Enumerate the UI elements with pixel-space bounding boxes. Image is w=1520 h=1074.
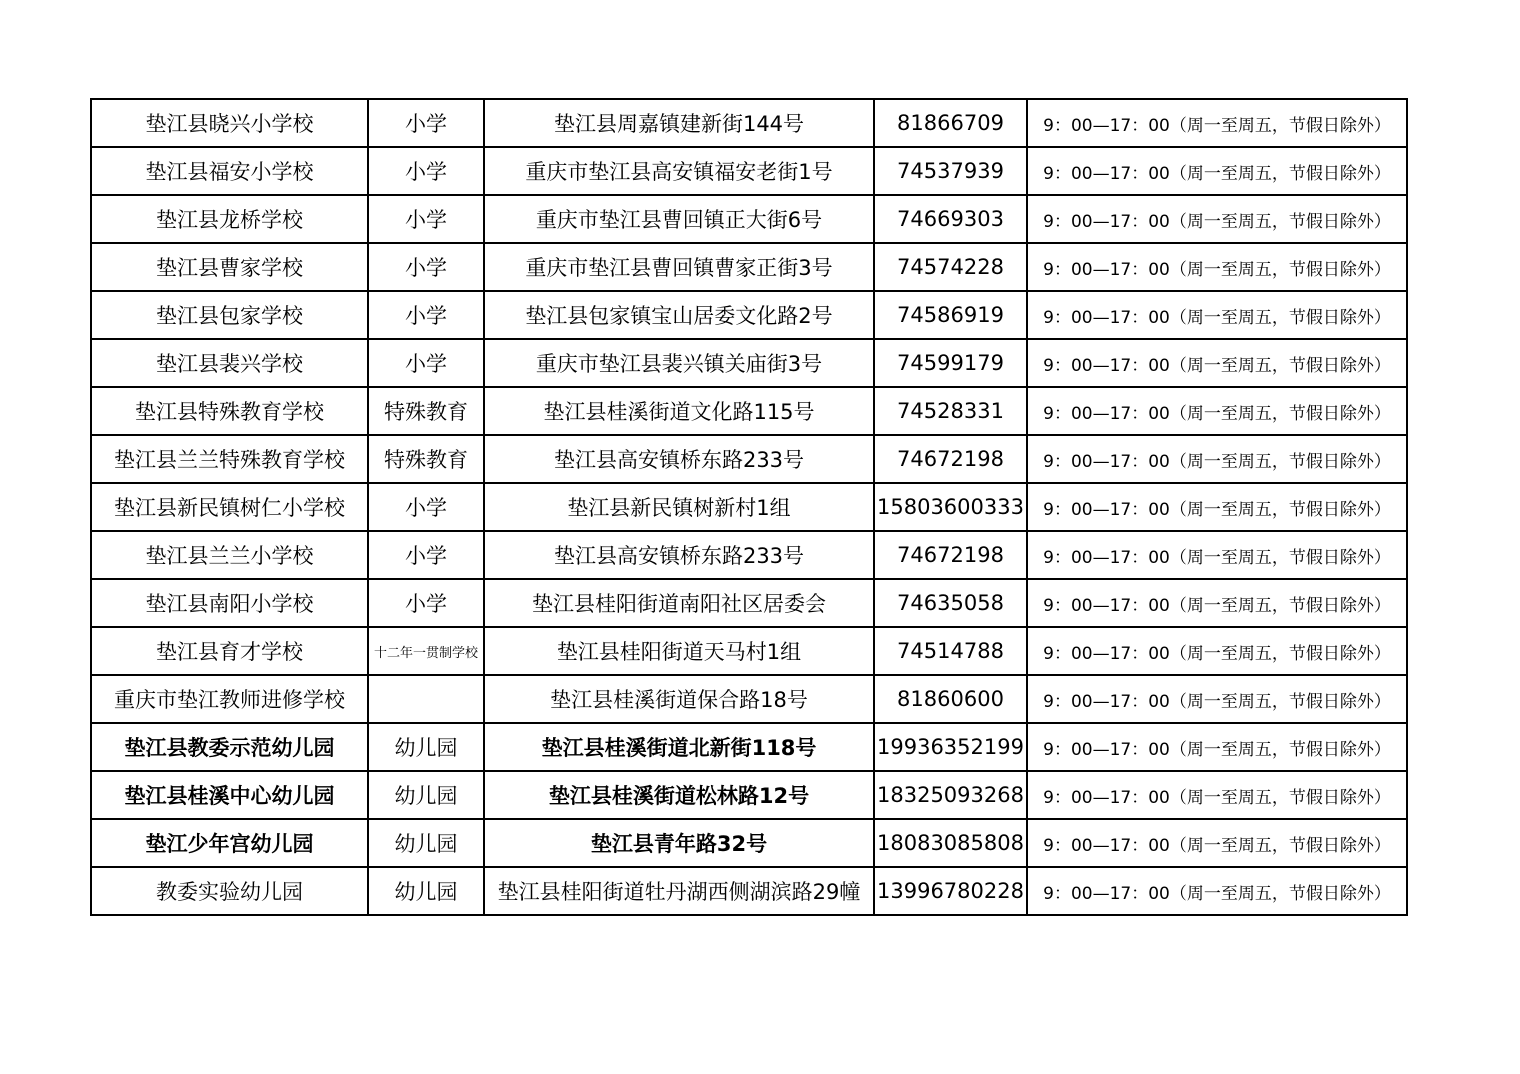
office-hours-cell: 9：00—17：00（周一至周五，节假日除外） [1027,867,1407,915]
table-row [91,723,1407,771]
school-name-cell: 垫江县兰兰小学校 [91,531,368,579]
school-name-cell: 垫江县桂溪中心幼儿园 [91,771,368,819]
phone-cell: 74672198 [874,435,1027,483]
school-type-cell: 小学 [368,291,484,339]
school-name-cell: 垫江县晓兴小学校 [91,99,368,147]
address-cell: 垫江县高安镇桥东路233号 [484,435,874,483]
office-hours-cell: 9：00—17：00（周一至周五，节假日除外） [1027,387,1407,435]
phone-cell: 74635058 [874,579,1027,627]
school-type-cell: 幼儿园 [368,867,484,915]
table-row [91,291,1407,339]
school-type-cell: 小学 [368,195,484,243]
school-name-cell: 教委实验幼儿园 [91,867,368,915]
address-cell: 垫江县桂阳街道天马村1组 [484,627,874,675]
school-type-cell: 幼儿园 [368,819,484,867]
school-name-cell: 垫江县育才学校 [91,627,368,675]
office-hours-cell: 9：00—17：00（周一至周五，节假日除外） [1027,339,1407,387]
school-name-cell: 垫江县裴兴学校 [91,339,368,387]
address-cell: 垫江县桂溪街道保合路18号 [484,675,874,723]
office-hours-cell: 9：00—17：00（周一至周五，节假日除外） [1027,483,1407,531]
school-type-cell: 幼儿园 [368,723,484,771]
table-row [91,243,1407,291]
table-row [91,627,1407,675]
phone-cell: 13996780228 [874,867,1027,915]
address-cell: 重庆市垫江县高安镇福安老街1号 [484,147,874,195]
address-cell: 垫江县周嘉镇建新街144号 [484,99,874,147]
school-type-cell: 小学 [368,579,484,627]
office-hours-cell: 9：00—17：00（周一至周五，节假日除外） [1027,579,1407,627]
address-cell: 重庆市垫江县裴兴镇关庙街3号 [484,339,874,387]
school-type-cell: 小学 [368,147,484,195]
phone-cell: 74669303 [874,195,1027,243]
table-row [91,771,1407,819]
table-row [91,147,1407,195]
table-row [91,387,1407,435]
table-row [91,867,1407,915]
school-name-cell: 垫江县兰兰特殊教育学校 [91,435,368,483]
office-hours-cell: 9：00—17：00（周一至周五，节假日除外） [1027,435,1407,483]
school-type-cell: 小学 [368,531,484,579]
school-contact-table [90,98,1408,916]
school-name-cell: 垫江县曹家学校 [91,243,368,291]
address-cell: 垫江县桂溪街道松林路12号 [484,771,874,819]
school-type-cell: 特殊教育 [368,435,484,483]
office-hours-cell: 9：00—17：00（周一至周五，节假日除外） [1027,675,1407,723]
address-cell: 重庆市垫江县曹回镇正大街6号 [484,195,874,243]
table-body [91,99,1407,915]
office-hours-cell: 9：00—17：00（周一至周五，节假日除外） [1027,819,1407,867]
school-name-cell: 垫江少年宫幼儿园 [91,819,368,867]
school-type-cell: 幼儿园 [368,771,484,819]
office-hours-cell: 9：00—17：00（周一至周五，节假日除外） [1027,147,1407,195]
phone-cell: 74599179 [874,339,1027,387]
table-row [91,579,1407,627]
phone-cell: 74672198 [874,531,1027,579]
table-row [91,195,1407,243]
phone-cell: 81860600 [874,675,1027,723]
phone-cell: 74514788 [874,627,1027,675]
table-row [91,819,1407,867]
address-cell: 垫江县青年路32号 [484,819,874,867]
table-row [91,99,1407,147]
phone-cell: 15803600333 [874,483,1027,531]
table-row [91,339,1407,387]
school-type-cell: 小学 [368,339,484,387]
office-hours-cell: 9：00—17：00（周一至周五，节假日除外） [1027,531,1407,579]
address-cell: 垫江县桂溪街道北新街118号 [484,723,874,771]
phone-cell: 19936352199 [874,723,1027,771]
address-cell: 垫江县桂溪街道文化路115号 [484,387,874,435]
phone-cell: 18083085808 [874,819,1027,867]
office-hours-cell: 9：00—17：00（周一至周五，节假日除外） [1027,195,1407,243]
phone-cell: 18325093268 [874,771,1027,819]
office-hours-cell: 9：00—17：00（周一至周五，节假日除外） [1027,243,1407,291]
school-type-cell: 小学 [368,483,484,531]
table-row [91,675,1407,723]
office-hours-cell: 9：00—17：00（周一至周五，节假日除外） [1027,723,1407,771]
school-name-cell: 垫江县特殊教育学校 [91,387,368,435]
school-name-cell: 垫江县包家学校 [91,291,368,339]
office-hours-cell: 9：00—17：00（周一至周五，节假日除外） [1027,291,1407,339]
office-hours-cell: 9：00—17：00（周一至周五，节假日除外） [1027,99,1407,147]
address-cell: 重庆市垫江县曹回镇曹家正街3号 [484,243,874,291]
table-row [91,531,1407,579]
school-name-cell: 垫江县教委示范幼儿园 [91,723,368,771]
table-row [91,435,1407,483]
address-cell: 垫江县桂阳街道南阳社区居委会 [484,579,874,627]
phone-cell: 74574228 [874,243,1027,291]
school-type-cell: 特殊教育 [368,387,484,435]
phone-cell: 81866709 [874,99,1027,147]
address-cell: 垫江县新民镇树新村1组 [484,483,874,531]
school-type-cell: 小学 [368,243,484,291]
table-row [91,483,1407,531]
office-hours-cell: 9：00—17：00（周一至周五，节假日除外） [1027,627,1407,675]
phone-cell: 74586919 [874,291,1027,339]
school-type-cell: 十二年一贯制学校 [368,627,484,675]
phone-cell: 74537939 [874,147,1027,195]
address-cell: 垫江县包家镇宝山居委文化路2号 [484,291,874,339]
school-type-cell [368,675,484,723]
address-cell: 垫江县高安镇桥东路233号 [484,531,874,579]
office-hours-cell: 9：00—17：00（周一至周五，节假日除外） [1027,771,1407,819]
school-name-cell: 垫江县新民镇树仁小学校 [91,483,368,531]
school-name-cell: 垫江县龙桥学校 [91,195,368,243]
school-type-cell: 小学 [368,99,484,147]
school-name-cell: 重庆市垫江教师进修学校 [91,675,368,723]
school-name-cell: 垫江县南阳小学校 [91,579,368,627]
school-name-cell: 垫江县福安小学校 [91,147,368,195]
address-cell: 垫江县桂阳街道牡丹湖西侧湖滨路29幢 [484,867,874,915]
phone-cell: 74528331 [874,387,1027,435]
